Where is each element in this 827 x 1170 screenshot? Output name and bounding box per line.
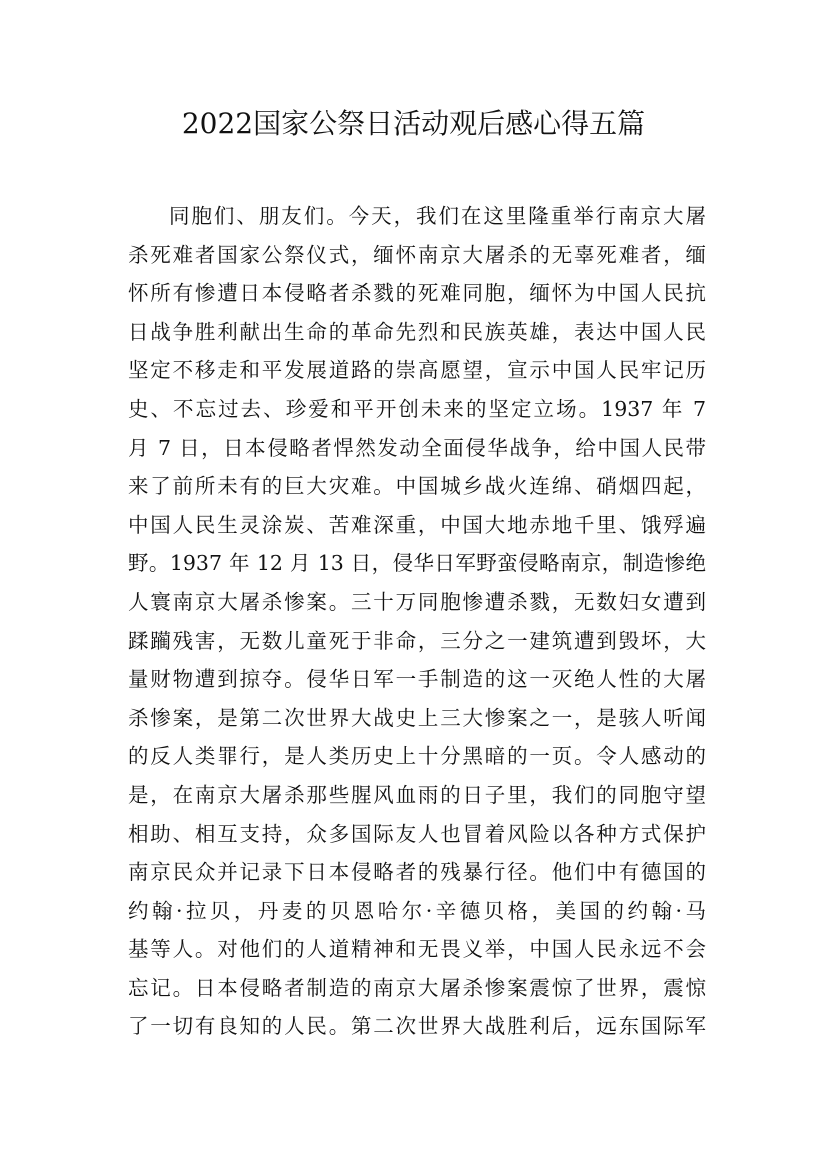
body-line: 蹂躏残害，无数儿童死于非命，三分之一建筑遭到毁坏，大: [128, 628, 706, 653]
body-line: 来了前所未有的巨大灾难。中国城乡战火连绵、硝烟四起，: [128, 474, 706, 499]
body-line: 是，在南京大屠杀那些腥风血雨的日子里，我们的同胞守望: [128, 782, 706, 807]
body-line: 基等人。对他们的人道精神和无畏义举，中国人民永远不会: [128, 937, 706, 962]
body-line: 的反人类罪行，是人类历史上十分黑暗的一页。令人感动的: [128, 744, 706, 769]
body-line: 月 7 日，日本侵略者悍然发动全面侵华战争，给中国人民带: [128, 435, 706, 460]
body-line: 同胞们、朋友们。今天，我们在这里隆重举行南京大屠: [169, 204, 706, 228]
body-line: 了一切有良知的人民。第二次世界大战胜利后，远东国际军: [128, 1014, 706, 1039]
body-line: 约翰·拉贝，丹麦的贝恩哈尔·辛德贝格，美国的约翰·马: [128, 898, 706, 923]
body-line: 忘记。日本侵略者制造的南京大屠杀惨案震惊了世界，震惊: [128, 975, 706, 1000]
body-line: 野。1937 年 12 月 13 日，侵华日军野蛮侵略南京，制造惨绝: [128, 551, 706, 576]
body-line: 杀惨案，是第二次世界大战史上三大惨案之一，是骇人听闻: [128, 705, 706, 730]
body-line: 史、不忘过去、珍爱和平开创未来的坚定立场。1937 年 7: [128, 396, 706, 421]
body-line: 怀所有惨遭日本侵略者杀戮的死难同胞，缅怀为中国人民抗: [128, 281, 706, 306]
body-line: 坚定不移走和平发展道路的崇高愿望，宣示中国人民牢记历: [128, 358, 706, 383]
document-body: [128, 197, 706, 1046]
body-line: 杀死难者国家公祭仪式，缅怀南京大屠杀的无辜死难者，缅: [128, 242, 706, 267]
body-line: 中国人民生灵涂炭、苦难深重，中国大地赤地千里、饿殍遍: [128, 512, 706, 537]
body-line: 量财物遭到掠夺。侵华日军一手制造的这一灭绝人性的大屠: [128, 667, 706, 692]
body-line: 南京民众并记录下日本侵略者的残暴行径。他们中有德国的: [128, 860, 706, 885]
body-line: 日战争胜利献出生命的革命先烈和民族英雄，表达中国人民: [128, 319, 706, 344]
body-line: 人寰南京大屠杀惨案。三十万同胞惨遭杀戮，无数妇女遭到: [128, 589, 706, 614]
document-title: 2022国家公祭日活动观后感心得五篇: [181, 107, 646, 140]
body-line: 相助、相互支持，众多国际友人也冒着风险以各种方式保护: [128, 821, 706, 846]
